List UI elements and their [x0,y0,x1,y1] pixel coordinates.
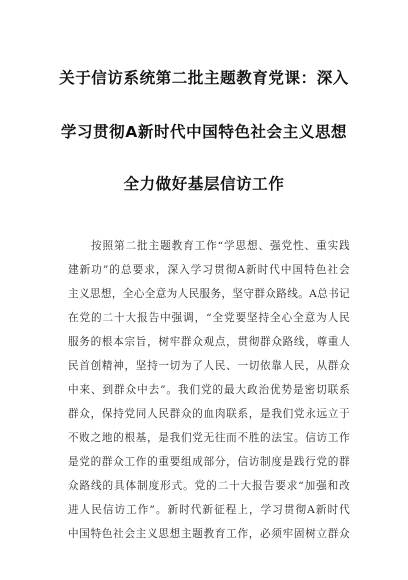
body-text-line: 是党的群众工作的重要组成部分，信访制度是践行党的群 [68,456,350,468]
body-text-line: 中来、到群众中去”。我们党的最大政治优势是密切联系 [68,384,350,396]
body-text-line: 众路线的具体制度形式。党的二十大报告要求“加强和改 [68,480,350,492]
body-text-line: 群众，保持党同人民群众的血肉联系，是我们党永远立于 [68,408,350,420]
document-title-line-3: 全力做好基层信访工作 [123,175,285,193]
body-text-line: 中国特色社会主义思想主题教育工作，必须牢固树立群众 [68,528,350,540]
body-text-line: 服务的根本宗旨，树牢群众观点，贯彻群众路线，尊重人 [68,336,350,348]
body-text-line: 民首创精神，坚持一切为了人民、一切依靠人民，从群众 [68,360,350,372]
body-text-line: 在党的二十大报告中强调，“全党要坚持全心全意为人民 [68,312,350,324]
body-text-line: 主义思想，全心全意为人民服务，坚守群众路线。A总书记 [68,288,350,300]
body-text-line: 建新功”的总要求，深入学习贯彻A新时代中国特色社会 [68,264,350,276]
body-text-line: 进人民信访工作”。新时代新征程上，学习贯彻A新时代 [68,504,350,516]
body-text-line: 按照第二批主题教育工作“学思想、强党性、重实践 [91,240,350,252]
document-title-line-1: 关于信访系统第二批主题教育党课：深入 [59,69,349,87]
document-title-line-2: 学习贯彻A新时代中国特色社会主义思想 [60,123,348,141]
body-text-line: 不败之地的根基，是我们党无往而不胜的法宝。信访工作 [68,432,350,444]
